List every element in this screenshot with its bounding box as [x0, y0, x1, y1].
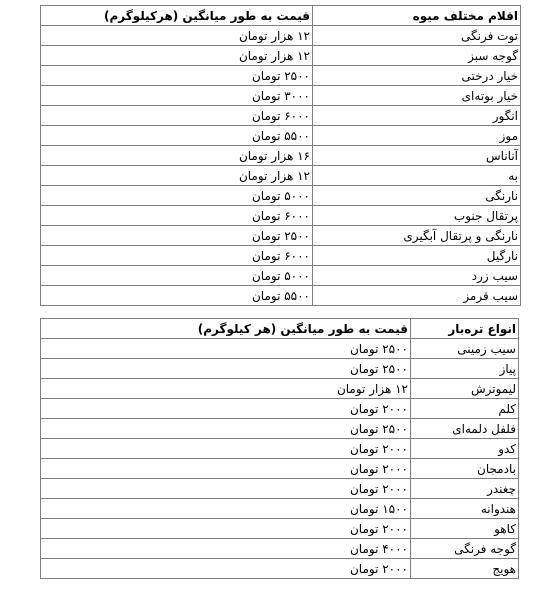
vegetable-table-header-row — [41, 319, 519, 339]
fruit-table-row — [41, 266, 521, 286]
fruit-price-cell: ۵۵۰۰ تومان — [41, 126, 313, 146]
vegetable-table-row — [41, 479, 519, 499]
fruit-price-cell: ۶۰۰۰ تومان — [41, 246, 313, 266]
fruit-price-cell: ۶۰۰۰ تومان — [41, 206, 313, 226]
fruit-price-cell: ۲۵۰۰ تومان — [41, 66, 313, 86]
fruit-price-cell: ۶۰۰۰ تومان — [41, 106, 313, 126]
fruit-item-cell: به — [313, 166, 521, 186]
fruit-price-cell: ۱۲ هزار تومان — [41, 166, 313, 186]
fruit-price-cell: ۵۰۰۰ تومان — [41, 266, 313, 286]
fruit-item-cell: توت فرنگی — [313, 26, 521, 46]
fruit-price-column-header: قیمت به طور میانگین (هرکیلوگرم) — [41, 6, 313, 26]
vegetable-item-cell: کدو — [411, 439, 519, 459]
vegetable-table-row — [41, 559, 519, 579]
fruit-item-cell: سیب زرد — [313, 266, 521, 286]
fruit-item-cell: گوجه سبز — [313, 46, 521, 66]
vegetable-table-row — [41, 499, 519, 519]
fruit-price-cell: ۱۶ هزار تومان — [41, 146, 313, 166]
fruit-item-cell: آناناس — [313, 146, 521, 166]
vegetable-item-cell: لیموترش — [411, 379, 519, 399]
vegetable-price-cell: ۲۰۰۰ تومان — [41, 399, 411, 419]
fruit-table-row — [41, 286, 521, 306]
vegetable-item-cell: پیاز — [411, 359, 519, 379]
vegetable-table-row — [41, 339, 519, 359]
vegetable-table-body — [41, 319, 519, 579]
vegetable-item-cell: چغندر — [411, 479, 519, 499]
vegetable-price-column-header: قیمت به طور میانگین (هر کیلوگرم) — [41, 319, 411, 339]
fruit-table-row — [41, 186, 521, 206]
vegetable-item-cell: فلفل دلمه‌ای — [411, 419, 519, 439]
fruit-table-row — [41, 126, 521, 146]
vegetable-table-row — [41, 539, 519, 559]
vegetable-price-cell: ۴۰۰۰ تومان — [41, 539, 411, 559]
fruit-item-column-header: اقلام مختلف میوه — [313, 6, 521, 26]
vegetable-price-table — [40, 318, 519, 579]
fruit-table-header-row — [41, 6, 521, 26]
vegetable-table-row — [41, 439, 519, 459]
fruit-item-cell: نارگیل — [313, 246, 521, 266]
fruit-table-row — [41, 206, 521, 226]
vegetable-price-cell: ۲۰۰۰ تومان — [41, 479, 411, 499]
vegetable-table-row — [41, 459, 519, 479]
vegetable-item-cell: سیب زمینی — [411, 339, 519, 359]
fruit-item-cell: نارنگی — [313, 186, 521, 206]
vegetable-item-cell: کلم — [411, 399, 519, 419]
fruit-price-table — [40, 5, 521, 306]
fruit-table-row — [41, 106, 521, 126]
vegetable-table-row — [41, 359, 519, 379]
fruit-table-row — [41, 86, 521, 106]
fruit-table-row — [41, 66, 521, 86]
vegetable-table-row — [41, 419, 519, 439]
fruit-item-cell: سیب قرمز — [313, 286, 521, 306]
vegetable-price-cell: ۲۰۰۰ تومان — [41, 439, 411, 459]
vegetable-price-cell: ۲۵۰۰ تومان — [41, 339, 411, 359]
fruit-table-body — [41, 6, 521, 306]
fruit-item-cell: نارنگی و پرتقال آبگیری — [313, 226, 521, 246]
vegetable-price-cell: ۱۲ هزار تومان — [41, 379, 411, 399]
vegetable-table-row — [41, 519, 519, 539]
vegetable-table-row — [41, 379, 519, 399]
vegetable-price-cell: ۱۵۰۰ تومان — [41, 499, 411, 519]
fruit-table-row — [41, 146, 521, 166]
fruit-price-cell: ۵۵۰۰ تومان — [41, 286, 313, 306]
fruit-item-cell: خیار بوته‌ای — [313, 86, 521, 106]
vegetable-price-cell: ۲۰۰۰ تومان — [41, 519, 411, 539]
vegetable-item-cell: کاهو — [411, 519, 519, 539]
fruit-price-cell: ۵۰۰۰ تومان — [41, 186, 313, 206]
fruit-item-cell: پرتقال جنوب — [313, 206, 521, 226]
vegetable-item-cell: هویج — [411, 559, 519, 579]
fruit-table-row — [41, 166, 521, 186]
vegetable-item-cell: هندوانه — [411, 499, 519, 519]
fruit-table-row — [41, 46, 521, 66]
fruit-price-cell: ۳۰۰۰ تومان — [41, 86, 313, 106]
fruit-price-cell: ۱۲ هزار تومان — [41, 46, 313, 66]
vegetable-price-cell: ۲۰۰۰ تومان — [41, 559, 411, 579]
fruit-table-row — [41, 246, 521, 266]
fruit-item-cell: انگور — [313, 106, 521, 126]
fruit-price-cell: ۱۲ هزار تومان — [41, 26, 313, 46]
fruit-table-row — [41, 26, 521, 46]
fruit-price-cell: ۲۵۰۰ تومان — [41, 226, 313, 246]
vegetable-item-cell: گوجه فرنگی — [411, 539, 519, 559]
vegetable-price-cell: ۲۰۰۰ تومان — [41, 459, 411, 479]
fruit-item-cell: خیار درختی — [313, 66, 521, 86]
vegetable-price-cell: ۲۵۰۰ تومان — [41, 419, 411, 439]
fruit-item-cell: موز — [313, 126, 521, 146]
vegetable-table-row — [41, 399, 519, 419]
vegetable-item-column-header: انواع تره‌بار — [411, 319, 519, 339]
vegetable-item-cell: بادمجان — [411, 459, 519, 479]
vegetable-price-cell: ۲۵۰۰ تومان — [41, 359, 411, 379]
fruit-table-row — [41, 226, 521, 246]
